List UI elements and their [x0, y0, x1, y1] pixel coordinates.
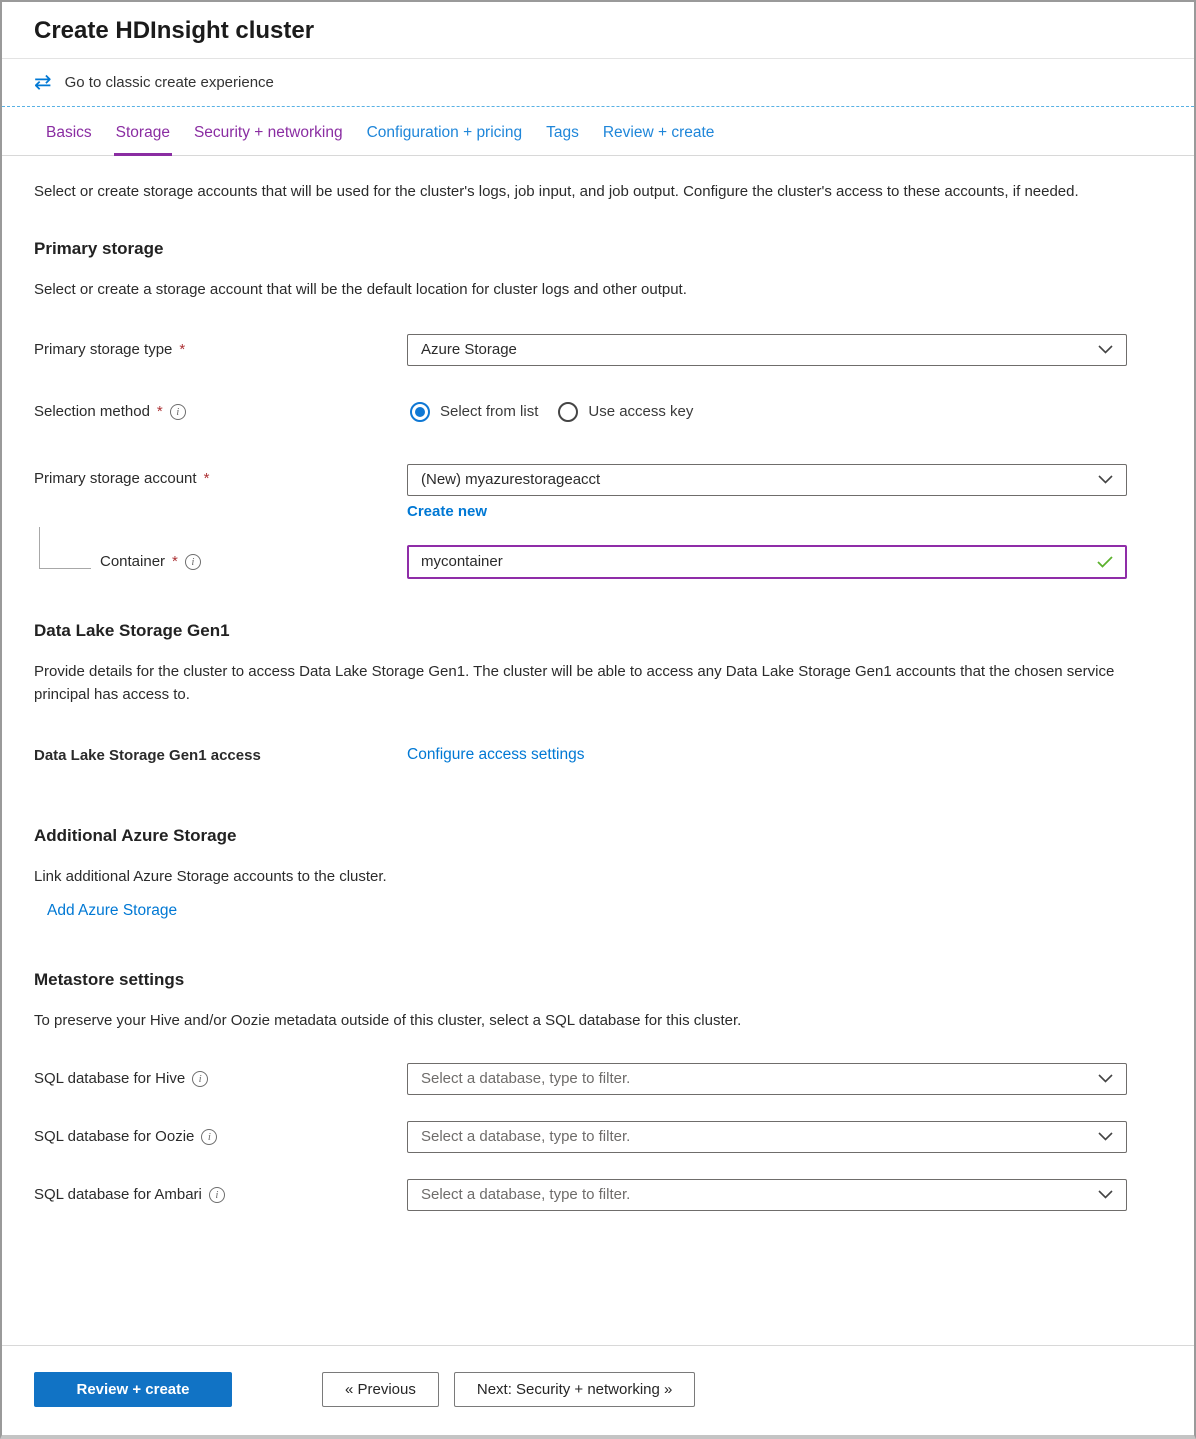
data-lake-description: Provide details for the cluster to access Data Lake Storage Gen1. The cluster will be able to access any Data Lake Storage Gen1 accounts that the chosen service principal has access to. — [34, 662, 1115, 703]
tab-review-create[interactable]: Review + create — [602, 124, 715, 141]
radio-selected-icon — [410, 402, 430, 422]
add-azure-storage-link[interactable]: Add Azure Storage — [47, 902, 178, 920]
review-create-button[interactable]: Review + create — [34, 1372, 232, 1407]
chevron-down-icon — [1098, 1190, 1113, 1199]
sql-ambari-row — [34, 1179, 1162, 1211]
selection-method-row — [34, 396, 1162, 428]
container-label: Container * i — [34, 553, 407, 570]
sql-hive-dropdown[interactable] — [407, 1063, 1127, 1095]
required-asterisk: * — [172, 553, 178, 570]
primary-storage-type-row — [34, 334, 1162, 366]
go-to-classic-link[interactable] — [2, 59, 1194, 107]
previous-button[interactable]: « Previous — [322, 1372, 439, 1407]
required-asterisk: * — [179, 341, 186, 358]
valid-check-icon — [1097, 556, 1113, 568]
data-lake-access-row — [34, 746, 1162, 764]
primary-storage-account-label: Primary storage account * — [34, 469, 210, 487]
selection-method-label: Selection method * i — [34, 403, 407, 420]
primary-storage-description: Select or create a storage account that will be the default location for cluster logs and other output. — [34, 281, 687, 299]
page-title: Create HDInsight cluster — [34, 17, 315, 44]
info-icon[interactable]: i — [209, 1187, 225, 1203]
additional-storage-heading: Additional Azure Storage — [34, 826, 237, 845]
storage-intro-text: Select or create storage accounts that will be used for the cluster's logs, job input, and job output. Configure the cluster's access to these accounts, if needed. — [34, 183, 1079, 200]
sql-oozie-dropdown[interactable] — [407, 1121, 1127, 1153]
primary-storage-type-value: Azure Storage — [421, 341, 517, 358]
next-button[interactable]: Next: Security + networking » — [454, 1372, 696, 1407]
chevron-down-icon — [1098, 1074, 1113, 1083]
wizard-tabs — [2, 113, 1194, 156]
configure-access-settings-link[interactable]: Configure access settings — [407, 746, 585, 763]
tab-tags[interactable]: Tags — [546, 124, 579, 141]
chevron-down-icon — [1098, 475, 1113, 484]
primary-storage-type-label: Primary storage type * — [34, 341, 186, 358]
selection-method-radio-group — [410, 396, 1127, 428]
container-row — [34, 545, 1162, 579]
primary-storage-heading: Primary storage — [34, 239, 164, 259]
sql-oozie-placeholder: Select a database, type to filter. — [421, 1128, 631, 1145]
sql-oozie-label: SQL database for Oozie i — [34, 1128, 407, 1145]
primary-storage-account-value: (New) myazurestorageacct — [421, 471, 601, 488]
tab-storage[interactable]: Storage — [104, 113, 182, 155]
sql-hive-row — [34, 1063, 1162, 1095]
tree-connector — [39, 527, 91, 569]
chevron-down-icon — [1098, 345, 1113, 354]
radio-unselected-icon — [558, 402, 578, 422]
tab-security-networking[interactable]: Security + networking — [193, 124, 343, 141]
primary-storage-account-dropdown[interactable] — [407, 464, 1127, 496]
sql-hive-label: SQL database for Hive i — [34, 1070, 407, 1087]
additional-storage-description: Link additional Azure Storage accounts to the cluster. — [34, 868, 387, 885]
sql-hive-placeholder: Select a database, type to filter. — [421, 1070, 631, 1087]
container-input-wrapper — [407, 545, 1127, 579]
swap-arrows-icon: ⇄ — [34, 71, 52, 94]
storage-tab-content — [2, 156, 1194, 1345]
radio-select-from-list[interactable]: Select from list — [410, 402, 538, 422]
data-lake-heading: Data Lake Storage Gen1 — [34, 620, 230, 640]
info-icon[interactable]: i — [192, 1071, 208, 1087]
radio-use-access-key[interactable]: Use access key — [558, 402, 693, 422]
sql-ambari-dropdown[interactable] — [407, 1179, 1127, 1211]
tab-configuration-pricing[interactable]: Configuration + pricing — [366, 124, 523, 141]
sql-ambari-placeholder: Select a database, type to filter. — [421, 1186, 631, 1203]
sql-oozie-row — [34, 1121, 1162, 1153]
wizard-footer — [2, 1345, 1194, 1435]
tab-basics[interactable]: Basics — [46, 124, 92, 141]
required-asterisk: * — [203, 469, 210, 487]
title-bar — [2, 2, 1194, 59]
required-asterisk: * — [156, 403, 163, 420]
metastore-description: To preserve your Hive and/or Oozie metadata outside of this cluster, select a SQL database for this cluster. — [34, 1012, 742, 1030]
info-icon[interactable]: i — [201, 1129, 217, 1145]
chevron-down-icon — [1098, 1132, 1113, 1141]
container-input[interactable] — [421, 553, 1087, 570]
create-new-link[interactable]: Create new — [407, 502, 488, 520]
metastore-heading: Metastore settings — [34, 970, 185, 990]
info-icon[interactable]: i — [170, 404, 186, 420]
info-icon[interactable]: i — [185, 554, 201, 570]
sql-ambari-label: SQL database for Ambari i — [34, 1186, 407, 1203]
data-lake-access-label: Data Lake Storage Gen1 access — [34, 746, 261, 764]
primary-storage-account-row — [34, 464, 1162, 521]
primary-storage-type-dropdown[interactable] — [407, 334, 1127, 366]
go-to-classic-label: Go to classic create experience — [64, 74, 274, 91]
